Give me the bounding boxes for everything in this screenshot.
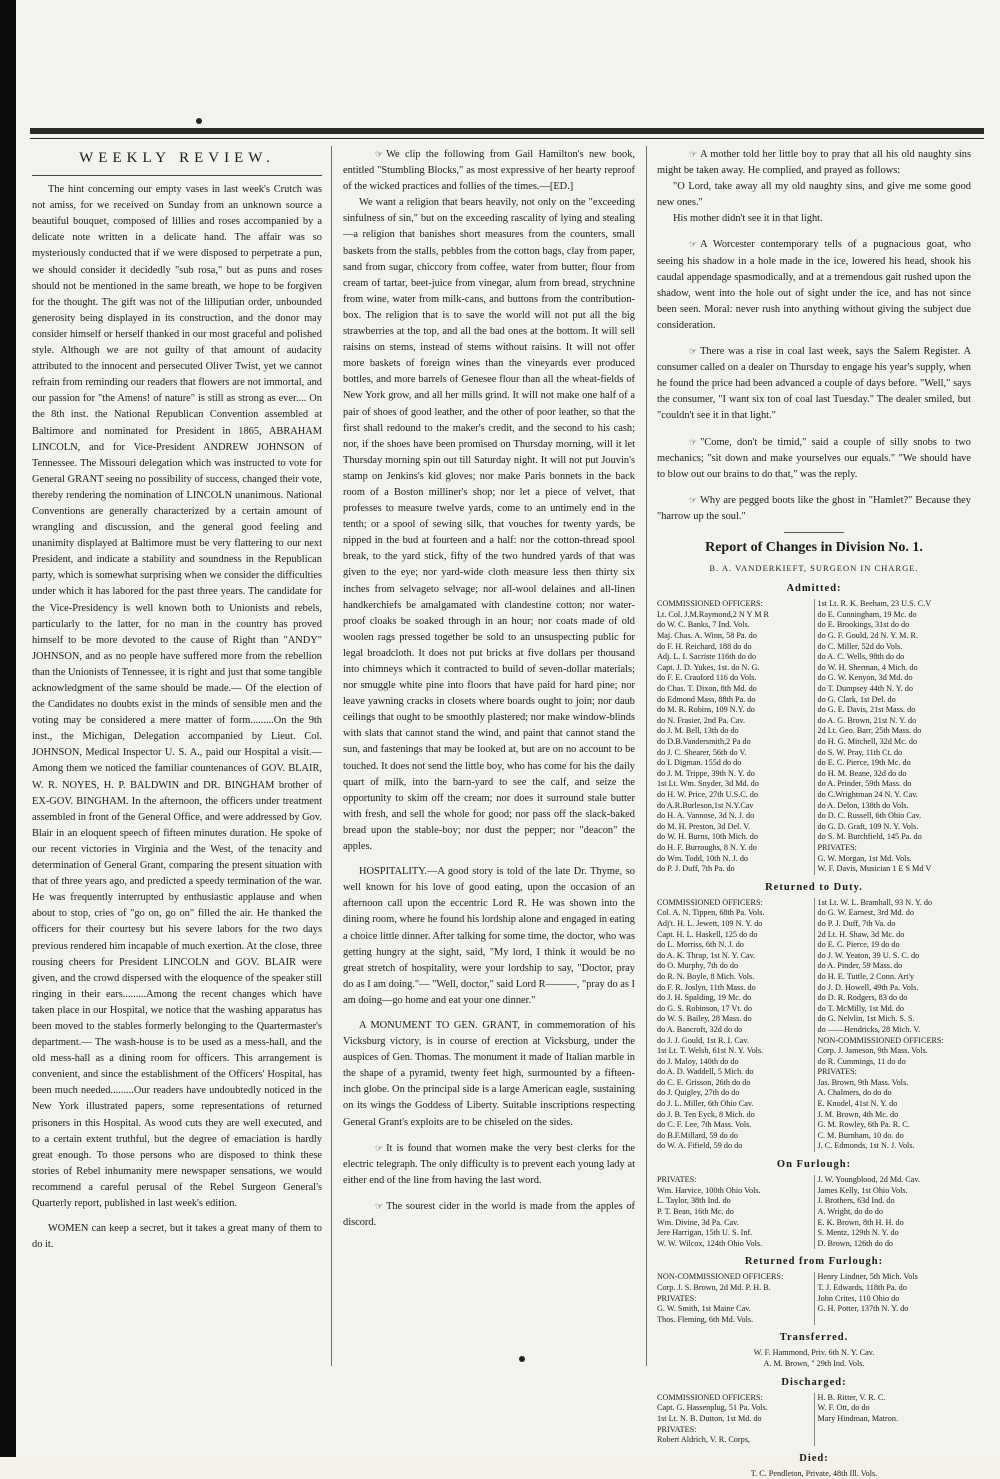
ink-spot [196, 118, 202, 124]
roster-cell: do A.R.Burleson,1st N.Y.Cav [657, 801, 815, 812]
roster-row [657, 1141, 971, 1152]
roster-cell: do H. F. Burroughs, 8 N. Y. do [657, 843, 815, 854]
section-heading: Transferred. [779, 1332, 849, 1344]
roster-cell: Wm. Divine, 3d Pa. Cav. [657, 1218, 815, 1229]
roster-cell: A. Chalmers, do do do [817, 1088, 892, 1098]
roster-cell: do G. Clark, 1st Del. do [817, 694, 896, 704]
roster-row [657, 673, 971, 684]
roster-row [657, 898, 971, 909]
roster-row [657, 1196, 971, 1207]
roster-cell: do H. A. Vannose, 3d N. J. do [657, 811, 815, 822]
roster-cell: G. M. Rowley, 6th Pa. R. C. [817, 1120, 910, 1130]
roster-cell: J. Brothers, 63d Ind. do [817, 1196, 895, 1206]
pointing-hand-icon: ☞ [689, 494, 698, 505]
roster-cell: L. Taylor, 38th Ind. do [657, 1196, 815, 1207]
roster-row [657, 663, 971, 674]
roster-row [657, 652, 971, 663]
roster-row [657, 843, 971, 854]
roster-row [657, 1435, 971, 1446]
roster-row [657, 684, 971, 695]
roster-cell: do A. Bancroft, 32d do do [657, 1025, 815, 1036]
returned-table [657, 898, 971, 1152]
column-1 [32, 146, 322, 1253]
roster-row [657, 779, 971, 790]
roster-cell: C. M. Burnham, 10 do. do [817, 1130, 904, 1140]
section-heading: Returned to Duty. [765, 881, 863, 893]
roster-row [657, 864, 971, 875]
roster-cell [815, 1425, 972, 1436]
roster-cell: do J. Quigley, 27th do do [657, 1088, 815, 1099]
roster-cell: do H. W. Price, 27th U.S.C. do [657, 790, 815, 801]
roster-row [657, 832, 971, 843]
roster-row [657, 1036, 971, 1047]
article-paragraph: ☞ Why are pegged boots like the ghost in "Hamlet?" Because they "harrow up the soul." [657, 492, 971, 525]
roster-cell: do D.B.Vandersmith,2 Pa do [657, 737, 815, 748]
roster-cell: do J. C. Shearer, 56th do V. [657, 748, 815, 759]
roster-row [657, 1414, 971, 1425]
roster-line: T. C. Pendleton, Private, 48th Ill. Vols. [750, 1468, 878, 1478]
roster-cell: P. T. Bean, 16th Mc. do [657, 1207, 815, 1218]
roster-row [657, 705, 971, 716]
roster-cell: do O. Murphy, 7th do do [657, 961, 815, 972]
roster-cell: J. M. Brown, 4th Mc. do [817, 1109, 899, 1119]
roster-cell: do C. E. Grisson, 26th do do [657, 1078, 815, 1089]
pointing-hand-icon: ☞ [689, 239, 698, 250]
roster-row [657, 1175, 971, 1186]
roster-cell: PRIVATES: [657, 1294, 815, 1305]
roster-row [657, 1046, 971, 1057]
died-list [657, 1469, 971, 1479]
roster-row [657, 1272, 971, 1283]
article-paragraph: ☞ A mother told her little boy to pray that all his old naughty sins might be taken away. He complied, and prayed as follows: [657, 146, 971, 179]
roster-row [657, 1014, 971, 1025]
header-rule-thin [30, 138, 984, 139]
roster-cell: do G. E. Davis, 21st Mass. do [817, 705, 916, 715]
roster-cell: G. W. Smith, 1st Maine Cav. [657, 1304, 815, 1315]
roster-row [657, 1088, 971, 1099]
roster-cell: do E. Cunningham, 19 Mc. do [817, 609, 917, 619]
roster-cell: G. W. Morgan, 1st Md. Vols. [817, 853, 912, 863]
article-paragraph: HOSPITALITY.—A good story is told of the late Dr. Thyme, so well known for his love of good eating, upon the occasion of an afternoon call upon the eccentric Lord R. He was shown into the dining room, where he found his lordship alone and engaged in eating a choice little dinner. After talking for some time, the doctor, who was getting hungry at the sight, said, "My lord, I think it would be no great stretch of hospitality, were your lordship to say, "Doctor, pray do as I am doing."— "Well, doctor," said Lord R———, "pray do as I am doing—go home and eat your one dinner." [343, 866, 635, 1006]
roster-cell: 1st Lt. Wm. Snyder, 3d Md. do [657, 779, 815, 790]
roster-cell: do A. G. Brown, 21st N. Y. do [817, 715, 917, 725]
roster-row [657, 1304, 971, 1315]
roster-cell: do E. Brookings, 31st do do [817, 620, 910, 630]
roster-row [657, 1067, 971, 1078]
roster-cell: do H. M. Beane, 32d do do [817, 768, 907, 778]
roster-cell: do J. W. Yeaton, 39 U. S. C. do [817, 950, 920, 960]
scan-edge [0, 0, 16, 1457]
roster-row [657, 972, 971, 983]
roster-row [657, 1110, 971, 1121]
roster-cell: do T. McMilly, 1st Md. do [817, 1003, 905, 1013]
article-paragraph: ☞ A Worcester contemporary tells of a pugnacious goat, who seeing his shadow in a hole made in the ice, lowered his head, shook his caudal appendage spasmodically, and at a tremendous gait rushed upon the shadow, went into the hole out of sight under the ice, and has not since been seen. Moral: never rush into anything without giving the subject due consideration. [657, 236, 971, 334]
returned-furlough-table [657, 1272, 971, 1325]
roster-cell: do J. M. Bell, 13th do do [657, 726, 815, 737]
roster-cell: do C. F. Lee, 7th Mass. Vols. [657, 1120, 815, 1131]
roster-cell: Wm. Harvice, 100th Ohio Vols. [657, 1186, 815, 1197]
article-paragraph: ☞ It is found that women make the very best clerks for the electric telegraph. The only difficulty is to prevent each young lady at either end of the line from having the last word. [343, 1140, 635, 1189]
roster-cell: Corp. J. Jameson, 9th Mass. Vols. [817, 1046, 928, 1056]
roster-cell: 2d Lt. H. Shaw, 3d Mc. do [817, 929, 905, 939]
roster-cell: Thos. Fleming, 6th Md. Vols. [657, 1315, 815, 1326]
roster-row [657, 1120, 971, 1131]
article-paragraph: WOMEN can keep a secret, but it takes a great many of them to do it. [32, 1223, 322, 1251]
roster-row [657, 1228, 971, 1239]
roster-cell: do G. W. Earnest, 3rd Md. do [817, 908, 914, 918]
article-paragraph: ☞ There was a rise in coal last week, says the Salem Register. A consumer called on a dealer on Thursday to engage his year's supply, when he found the price had been advanced a couple of days before. "Well," says the consumer, "I want six ton of coal last Tuesday." The dealer smiled, but "couldn't see it in that light." [657, 343, 971, 424]
transferred-list [657, 1348, 971, 1369]
roster-cell: do A. Delon, 138th do Vols. [817, 800, 909, 810]
roster-cell: COMMISSIONED OFFICERS: [657, 898, 815, 909]
roster-cell: do A. Pinder, 59 Mass. do [817, 961, 903, 971]
section-heading: On Furlough: [776, 1159, 852, 1171]
roster-cell: do R. Cummings, 11 do do [817, 1056, 906, 1066]
roster-cell [815, 1435, 972, 1446]
section-heading: Admitted: [786, 583, 842, 595]
report-heading: Report of Changes in Division No. 1. [705, 539, 923, 555]
roster-cell: do W. A. Fifield, 59 do do [657, 1141, 815, 1152]
roster-cell: Mary Hindman, Matron. [817, 1413, 898, 1423]
roster-cell: do Wm. Todd, 10th N. J. do [657, 854, 815, 865]
roster-row [657, 769, 971, 780]
pointing-hand-icon: ☞ [375, 1142, 384, 1153]
roster-cell: Maj. Chas. A. Winn, 58 Pa. do [657, 631, 815, 642]
roster-cell: do W. H. Burns, 10th Mich. do [657, 832, 815, 843]
roster-row [657, 642, 971, 653]
roster-cell: do G. W. Kenyon, 3d Md. do [817, 673, 913, 683]
column-2 [343, 146, 635, 1231]
roster-cell: do J. J. Gould, 1st R. I. Cav. [657, 1036, 815, 1047]
roster-cell: W. F. Ott, do do [817, 1403, 870, 1413]
roster-cell: 1st Lt. N. B. Dutton, 1st Md. do [657, 1414, 815, 1425]
roster-cell: 2d Lt. Geo. Barr, 25th Mass. do [817, 726, 922, 736]
roster-row [657, 961, 971, 972]
roster-line: A. M. Brown, " 29th Ind. Vols. [763, 1359, 865, 1369]
roster-cell: do ——Hendricks, 28 Mich. V. [817, 1024, 921, 1034]
roster-row [657, 1004, 971, 1015]
roster-cell: do J. M. Trippe, 39th N. Y. do [657, 769, 815, 780]
pointing-hand-icon: ☞ [689, 346, 698, 357]
roster-cell: do P. J. Duff, 7th Va. do [817, 918, 896, 928]
roster-cell: James Kelly, 1st Ohio Vols. [817, 1185, 908, 1195]
roster-cell: Capt. H. L. Haskell, 125 do do [657, 930, 815, 941]
roster-cell: Henry Lindner, 5th Mich. Vols [817, 1272, 918, 1282]
roster-row [657, 811, 971, 822]
roster-cell: Capt. G. Hassenplug, 51 Pa. Vols. [657, 1403, 815, 1414]
roster-cell: do R. N. Boyle, 8 Mich. Vols. [657, 972, 815, 983]
roster-cell: do H. E. Tuttle, 2 Conn. Art'y [817, 971, 915, 981]
roster-cell: do D. C. Russell, 6th Ohio Cav. [817, 811, 922, 821]
roster-cell: do A. D. Waddell, 5 Mich. do [657, 1067, 815, 1078]
roster-cell: do M. R. Robins, 109 N.Y. do [657, 705, 815, 716]
roster-cell: do D. R. Rodgers, 83 do do [817, 993, 908, 1003]
roster-cell: Lt. Col. J.M.Raymond,2 N Y M R [657, 610, 815, 621]
roster-cell: S. Mentz, 129th N. Y. do [817, 1228, 899, 1238]
roster-row [657, 940, 971, 951]
roster-cell: do G. F. Gould, 2d N. Y. M. R. [817, 631, 919, 641]
roster-row [657, 1131, 971, 1142]
admitted-table [657, 599, 971, 874]
divider [784, 532, 844, 533]
roster-cell: do H. G. Mitchell, 32d Mc. do [817, 736, 918, 746]
roster-cell: do N. Frasier, 2nd Pa. Cav. [657, 716, 815, 727]
roster-row [657, 1393, 971, 1404]
roster-row [657, 1425, 971, 1436]
roster-row [657, 822, 971, 833]
roster-row [657, 854, 971, 865]
report-surgeon: B. A. VANDERKIEFT, SURGEON IN CHARGE. [709, 563, 919, 574]
roster-cell: do J. D. Howell, 49th Pa. Vols. [817, 982, 919, 992]
roster-cell: D. Brown, 126th do do [817, 1238, 894, 1248]
roster-row [657, 631, 971, 642]
roster-row [657, 930, 971, 941]
column-rule [331, 146, 332, 1366]
roster-row [657, 758, 971, 769]
roster-row [657, 908, 971, 919]
roster-cell: Col. A. N. Tippen, 68th Pa. Vols. [657, 908, 815, 919]
roster-cell: do J. B. Ten Eyck, 8 Mich. do [657, 1110, 815, 1121]
roster-row [657, 620, 971, 631]
section-heading: Returned from Furlough: [744, 1256, 884, 1268]
roster-cell: do Edmond Mass, 88th Pa. do [657, 695, 815, 706]
furlough-table [657, 1175, 971, 1249]
roster-row [657, 951, 971, 962]
section-heading: Died: [799, 1452, 829, 1464]
pointing-hand-icon: ☞ [375, 149, 384, 159]
roster-cell: do E. C. Pierce, 19th Mc. do [817, 758, 911, 768]
article-paragraph: ☞ The sourest cider in the world is made from the apples of discord. [343, 1198, 635, 1231]
roster-row [657, 919, 971, 930]
article-paragraph: ☞ "Come, don't be timid," said a couple of silly snobs to two mechanics; "sit down and make yourselves our equals." "We should have to blow out our brains to do that," was the reply. [657, 434, 971, 483]
roster-cell: PRIVATES: [817, 1067, 857, 1077]
roster-cell: do A. K. Thrap, 1st N. Y. Cav. [657, 951, 815, 962]
roster-cell: do C. Miller, 52d do Vols. [817, 641, 903, 651]
roster-row [657, 1025, 971, 1036]
article-paragraph: We want a religion that bears heavily, not only on the "exceeding sinfulness of sin," but on the exceeding rascality of lying and stealing—a religion that banishes short measures from the counters, small baskets from the stalls, pebbles from the cotton bags, clay from paper, sand from sugar, chiccory from coffee, water from butter, flour from cream of tartar, beet-juice from vinegar, alum from bread, strychnine from wine, water from milk-cans, and buttons from the contribution-box. The religion that is to save the world will not put all the big strawberries at the top, and all the bad ones at the bottom. It will sell raisins on stems, instead of stems without raisins. It will not offer more baskets of foreign wines than the vineyards ever produced bottles, and more barrels of Genesee flour than all the wheat-fields of New York grow, and all her mills grind. It will not make one half of a pair of shoes of good leather, and the other of poor leather, so that the first shall redound to the maker's credit, and the second to his cash; nor, if the shoes have been promised on Thursday morning, will it let Thursday morning spin out till Saturday night. It will not put Jouvin's stamp on Jenkins's kid gloves; nor make Paris bonnets in the back room of a Boston milliner's shop; nor let a piece of velvet, that professes to measure twelve yards, come to an untimely end in the tenth; or a spool of sewing silk, that vouches for twenty yards, be nipped in the bud at fourteen and a half: nor the cotton-thread spool break, to the yard stick, fifty of the two hundred yards of that was given to the eye; nor yard-wide cloth measure less then thirty six inches from selvageto selvage; nor all-wool delaines and all-linen handkerchiefs be amalgamated with clandestine cotton; nor water-proof cloaks be soaked through in an hour; nor coats made of old woolen rags pressed together be sold to an unsuspecting public for legal broadcloth. It does not put bricks at five dollars per thousand into chimneys which it contracted to build of seven-dollar materials; nor smuggle white pine into floors that have paid for hard pine; nor leave yawning cracks in closets where boards ought to join; nor daub ceilings that ought to be smoothly plastered; nor make window-blinds with slats that cannot stand the wind, and paint that cannot stand the sun, and fastenings that may be looked at, but are on no account to be touched. It does not send the little boy, who has come for his the daily quart of milk, into the barn-yard to see the calf, and seize the opportunity to skim off the cream; nor does it surround stale butter with fresh, and sell the whole for good; nor pass off the slack-baked bread upon the stable-boy; nor dust the pepper; nor "deacon" the apples. [343, 197, 635, 853]
roster-cell: do J. L. Miller, 6th Ohio Cav. [657, 1099, 815, 1110]
roster-cell: W. F. Davis, Musician 1 E S Md V [817, 864, 932, 874]
roster-row [657, 801, 971, 812]
column-rule [646, 146, 647, 1366]
roster-cell: NON-COMMISSIONED OFFICERS: [657, 1272, 815, 1283]
roster-cell: Robert Aldrich, V. R. Corps, [657, 1435, 815, 1446]
column-3 [657, 146, 971, 1479]
roster-cell: Capt. J. D. Yukes, 1st. do N. G. [657, 663, 815, 674]
roster-cell: do P. J. Duff, 7th Pa. do [657, 864, 815, 875]
roster-cell: Adj. L. I. Sacriste 116th do do [657, 652, 815, 663]
roster-row [657, 1239, 971, 1250]
roster-cell: T. J. Edwards, 118th Pa. do [817, 1282, 907, 1292]
roster-row [657, 1294, 971, 1305]
pointing-hand-icon: ☞ [689, 436, 698, 447]
roster-cell: do S. M. Burchfield, 145 Pa. do [817, 832, 922, 842]
roster-cell [815, 1315, 972, 1326]
roster-cell: J. C. Edmonds, 1st N. J. Vols. [817, 1141, 915, 1151]
article-paragraph: A MONUMENT TO GEN. GRANT, in commemoration of his Vicksburg victory, is in course of erection at Vicksburg, under the auspices of Gen. Thomas. The monument it made of Italian marble in the shape of a pyramid, twenty feet high, surmounted by a fifteen-inch globe. On the principal side is a large American eagle, sustaining on its wings the Goddess of Liberty. Suitable inscriptions respecting General Grant's exploits are to be chiseled on the sides. [343, 1019, 635, 1128]
section-heading: Discharged: [781, 1376, 847, 1388]
roster-cell: COMMISSIONED OFFICERS: [657, 1393, 815, 1404]
article-paragraph: The hint concerning our empty vases in last week's Crutch was not amiss, for we received on Sunday from an unknown source a beautiful bouquet, composed of lillies and roses accompanied by a delicate note written in a delicate hand. The affair was so mysteriously conducted that if we were disposed to perpetrate a pun, we should consider it decidedly "sub rosa," but as puns and roses should not be mentioned in the same breath, we hope to be forgiven for the thought. The gift was not of the lilliputian order, unbounded generosity being displayed in its construction, and the donor may consider himself or herself thanked in our most graceful and polished style. Although we are not guilty of that amount of audacity attributed to the innocent and persecuted Oliver Twist, yet we cannot refrain from reminding our readers that flowers are not immortal, and our passion for "the Amens! of nature" is still as strong as ever.... On the 8th inst. the National Republican Convention assembled at Baltimore and nominated for President in 1865, ABRAHAM LINCOLN, and for Vice-President ANDREW JOHNSON of Tennessee. The Missouri delegation which was instructed to vote for General GRANT seeing no possibility of success, changed their vote, thereby rendering the nomination of LINCOLN unanimous. National Conventions are generally characterized by a certain amount of wrangling and discussion, and the general good feeling and unanimity displayed at Baltimore must be very flattering to our next President, and indicate a stability and soundness in the Republican party, which is somewhat surprising when we consider the difficulties under which it has labored for the past three years. The candidate for the Vice-Presidency is well known both to Unionists and rebels, particularly to the latter, for no man in the country has proved himself to be more devoted to the cause of Right than "ANDY" JOHNSON, and as no people have suffered more from the rebellion than the Unionists of Tennessee, it is right and just that some tangible acknowledgment of the same should be made.— Of the election of the Candidates no doubts exist in the minds of sensible men and the voting may be considered a mere matter of form.........On the 9th inst., the Michigan, Delegation accompanied by Lieut. Col. JOHNSON, Medical Inspector U. S. A., paid our Hospital a visit.— Among them we noticed the familiar countenances of GOV. BLAIR, W. R. NOYES, H. P. BALDWIN and DR. BINGHAM brother of EX-GOV. BINGHAM. In the afternoon, the officers under treatment assembled in front of the General Office, and were addressed by Gov. Blair in an eloquent speech of fifteen minutes duration. He spoke of our recent victories in Virginia and the West, of the tenacity and determination of General Grant, comparing the present situation with that of three years ago, and predicted a speedy termination of the war. He was frequently interrupted by enthusiastic applause and when about to stop, cries of "go on, go on" filled the air. He thanked the officers for their courtesy but his severe labors for the two days previous rendered him incapable of much exertion. At the close, three rousing cheers for President LINCOLN and GOV. BLAIR were given, and the crowd dispersed with the eloquence of the speaker still ringing in their ears.........Among the recent changes which have taken place in our Hospital, we notice that the washing apparatus has been moved to the stables formerly belonging to the Quartermaster's department.— The wash-house is to be used as a mess-hall, and the old mess-hall as a dining room for officers. This arrangement is convenient, and since the establishment of the Officers' Hospital, has been much needed.........Our readers have undoubtedly noticed in the New York illustrated papers, some representations of returned prisoners in this Hospital. As wood cuts they are well executed, and to a certain extent truthful, but the degree of emaciation is hardly great enough. To those persons who are disposed to think these stories of Rebel inhumanity mere newspaper sensations, we would recommend a careful perusal of the Rebel Surgeon General's Quarterly report, published in last week's edition. [32, 184, 323, 1209]
roster-cell: Jere Harrigan, 15th U. S. Inf. [657, 1228, 815, 1239]
roster-cell: NON-COMMISSIONED OFFICERS: [817, 1035, 944, 1045]
ink-spot [519, 1356, 525, 1362]
roster-cell: do I. Digman. 155d do do [657, 758, 815, 769]
roster-row [657, 599, 971, 610]
roster-cell: do Chas. T. Dixon, 8th Md. do [657, 684, 815, 695]
roster-row [657, 1057, 971, 1068]
roster-row [657, 1218, 971, 1229]
roster-cell: do L. Morriss, 6th N. J. do [657, 940, 815, 951]
roster-cell: do J. H. Spalding, 19 Mc. do [657, 993, 815, 1004]
roster-cell: do F. E. Crauford 116 do Vols. [657, 673, 815, 684]
roster-cell: do F. H. Reichard, 188 do do [657, 642, 815, 653]
roster-cell: do W. H. Sherman, 4 Mich. do [817, 662, 918, 672]
roster-row [657, 1078, 971, 1089]
pointing-hand-icon: ☞ [689, 149, 698, 159]
roster-cell: 1st Lt. W. L. Bramhall, 93 N. Y. do [817, 897, 933, 907]
roster-row [657, 1283, 971, 1294]
roster-cell: do J. Maloy, 140th do do [657, 1057, 815, 1068]
roster-cell: PRIVATES: [657, 1425, 815, 1436]
roster-cell: do S. W. Pray, 11th Ct. do [817, 747, 903, 757]
roster-row [657, 1403, 971, 1414]
roster-cell: COMMISSIONED OFFICERS: [657, 599, 815, 610]
roster-cell: do W. C. Banks, 7 Ind. Vols. [657, 620, 815, 631]
roster-row [657, 983, 971, 994]
roster-cell: do G. D. Graft, 109 N. Y. Vols. [817, 821, 919, 831]
roster-cell: J. W. Youngblood, 2d Md. Cav. [817, 1175, 921, 1185]
roster-cell: do A. C. Wells, 98th do do [817, 652, 905, 662]
roster-row [657, 1315, 971, 1326]
roster-cell: E. K. Brown, 8th H. H. do [817, 1217, 904, 1227]
article-paragraph: ☞ We clip the following from Gail Hamilton's new book, entitled "Stumbling Blocks," as most expressive of her hearty reproof of the wicked practices and follies of the times.—[ED.] [343, 146, 635, 195]
roster-cell: do G. Nelvlin, 1st Mich. S. S. [817, 1014, 915, 1024]
article-paragraph: "O Lord, take away all my old naughty sins, and give me some good new ones." [657, 181, 971, 209]
roster-row [657, 737, 971, 748]
roster-cell: Corp. J. S. Brown, 2d Md. P. H. B. [657, 1283, 815, 1294]
roster-cell: Adj't. H. L. Jewett, 109 N. Y. do [657, 919, 815, 930]
roster-cell: do G. S. Robinson, 17 Vt. do [657, 1004, 815, 1015]
roster-line: W. F. Hammond, Priv. 6th N. Y. Cav. [753, 1348, 875, 1358]
roster-cell: H. B. Ritter, V. R. C. [817, 1392, 886, 1402]
discharged-table [657, 1393, 971, 1446]
roster-cell: PRIVATES: [817, 842, 857, 852]
roster-row [657, 716, 971, 727]
roster-cell: 1st Lt. R. K. Beeham, 23 U.S. C.V [817, 599, 932, 609]
roster-row [657, 1099, 971, 1110]
roster-cell: John Crites, 110 Ohio do [817, 1293, 900, 1303]
page-title: WEEKLY REVIEW. [79, 150, 275, 166]
roster-row [657, 993, 971, 1004]
roster-row [657, 748, 971, 759]
roster-cell: Jas. Brown, 9th Mass. Vols. [817, 1077, 909, 1087]
roster-cell: E. Knodel, 41st N. Y. do [817, 1099, 898, 1109]
roster-cell: PRIVATES: [657, 1175, 815, 1186]
roster-row [657, 726, 971, 737]
roster-cell: do B.F.Millard, 59 do do [657, 1131, 815, 1142]
roster-cell: do T. Dumpsey 44th N. Y. do [817, 684, 913, 693]
roster-cell: do F. R. Joslyn, 11th Mass. do [657, 983, 815, 994]
article-paragraph: His mother didn't see it in that light. [673, 213, 823, 225]
roster-row [657, 1207, 971, 1218]
roster-row [657, 695, 971, 706]
header-rule [30, 128, 984, 134]
roster-cell: do A. Prinder, 59th Mass. do [817, 779, 912, 789]
roster-row [657, 1186, 971, 1197]
roster-cell: A. Wright, do do do [817, 1206, 883, 1216]
pointing-hand-icon: ☞ [375, 1200, 384, 1211]
roster-cell: do M. H. Preston, 3d Del. V. [657, 822, 815, 833]
roster-cell: do W. S. Bailey, 28 Mass. do [657, 1014, 815, 1025]
roster-row [657, 790, 971, 801]
roster-row [657, 610, 971, 621]
roster-cell: do C.Wrightman 24 N. Y. Cav. [817, 789, 918, 799]
roster-cell: 1st Lt. T. Welsh, 61st N. Y. Vols. [657, 1046, 815, 1057]
roster-cell: do E. C. Pierce, 19 do do [817, 940, 900, 950]
roster-cell: G. H. Potter, 137th N. Y. do [817, 1304, 909, 1314]
title-rule [32, 175, 322, 176]
roster-cell: W. W. Wilcox, 124th Ohio Vols. [657, 1239, 815, 1250]
